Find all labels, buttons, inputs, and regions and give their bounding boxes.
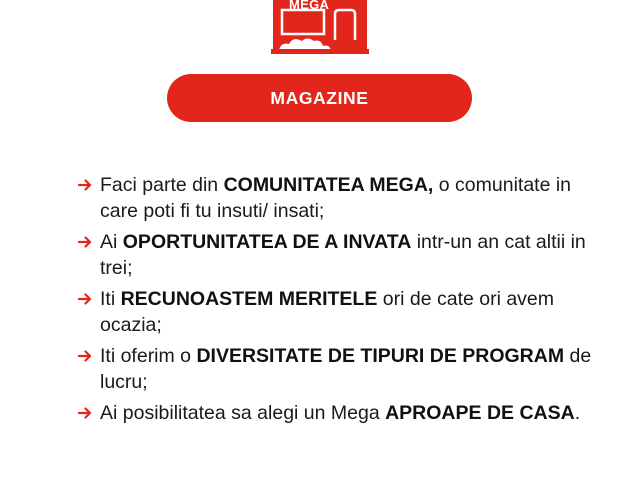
list-item-text: Iti oferim o (100, 345, 197, 367)
list-item-highlight: COMUNITATEA MEGA, (223, 174, 434, 196)
list-item (78, 286, 598, 338)
list-item-highlight: DIVERSITATE DE TIPURI DE PROGRAM (196, 345, 565, 367)
arrow-right-icon (78, 178, 92, 192)
benefits-list (78, 172, 598, 431)
list-item-text: Faci parte din (100, 174, 224, 196)
list-item (78, 400, 598, 426)
arrow-right-icon (78, 349, 92, 363)
list-item-text: Iti (100, 288, 121, 310)
list-item-highlight: APROAPE DE CASA (385, 402, 575, 424)
list-item (78, 343, 598, 395)
list-item-highlight: OPORTUNITATEA DE A INVATA (122, 231, 412, 253)
list-item-text: o comunitate in care poti fi tu insuti/ insati; (100, 174, 572, 222)
arrow-right-icon (78, 406, 92, 420)
arrow-right-icon (78, 292, 92, 306)
list-item-text: de lucru; (100, 345, 592, 393)
list-item-text: . (574, 402, 581, 424)
list-item-text: Ai posibilitatea sa alegi un Mega (100, 402, 386, 424)
list-item-highlight: RECUNOASTEM MERITELE (120, 288, 378, 310)
list-item (78, 172, 598, 224)
magazine-banner (167, 74, 472, 122)
list-item-text: intr-un an cat altii in trei; (100, 231, 586, 279)
list-item-text: ori de cate ori avem ocazia; (100, 288, 555, 336)
list-item (78, 229, 598, 281)
list-item-text: Ai (100, 231, 123, 253)
arrow-right-icon (78, 235, 92, 249)
logo-text: MEGA (289, 0, 330, 12)
magazine-banner-label: MAGAZINE (270, 87, 369, 108)
